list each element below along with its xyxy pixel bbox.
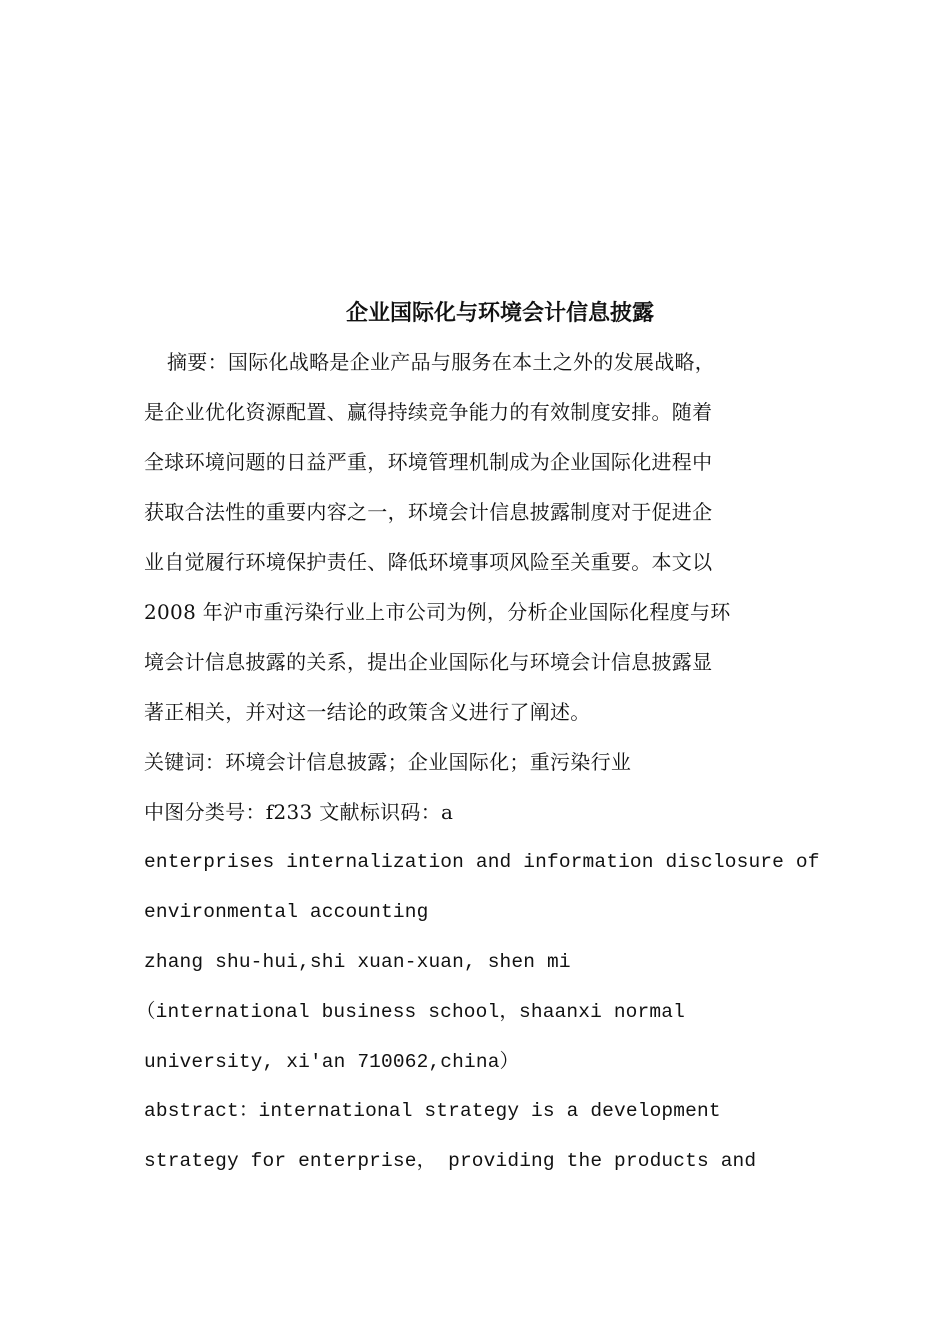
abstract-en-line-2: strategy for enterprise， providing the products and: [144, 1150, 757, 1172]
english-title-line-1: enterprises internalization and information disclosure of: [144, 851, 820, 873]
document-title: 企业国际化与环境会计信息披露: [345, 301, 654, 326]
keywords-line: 关键词：环境会计信息披露；企业国际化；重污染行业: [144, 750, 632, 774]
abstract-cn-line-4: 获取合法性的重要内容之一，环境会计信息披露制度对于促进企: [144, 500, 713, 524]
affiliation-line-2: university, xi′an 710062,china）: [144, 1051, 520, 1073]
english-title-line-2: environmental accounting: [144, 901, 429, 923]
abstract-cn-line-5: 业自觉履行环境保护责任、降低环境事项风险至关重要。本文以: [144, 550, 713, 574]
authors-line: zhang shu-hui,shi xuan-xuan, shen mi: [144, 951, 571, 973]
abstract-cn-line-1: 摘要：国际化战略是企业产品与服务在本土之外的发展战略，: [167, 350, 716, 374]
abstract-cn-line-2: 是企业优化资源配置、赢得持续竞争能力的有效制度安排。随着: [144, 400, 713, 424]
abstract-cn-line-3: 全球环境问题的日益严重，环境管理机制成为企业国际化进程中: [144, 450, 713, 474]
abstract-cn-line-8: 著正相关，并对这一结论的政策含义进行了阐述。: [144, 700, 591, 724]
affiliation-line-1: （international business school，shaanxi normal: [136, 1001, 685, 1023]
abstract-en-line-1: abstract：international strategy is a development: [144, 1100, 721, 1122]
abstract-cn-line-7: 境会计信息披露的关系，提出企业国际化与环境会计信息披露显: [144, 650, 713, 674]
abstract-cn-line-6: 2008 年沪市重污染行业上市公司为例，分析企业国际化程度与环: [144, 600, 731, 624]
classification-line: 中图分类号：f233 文献标识码：a: [144, 800, 454, 824]
